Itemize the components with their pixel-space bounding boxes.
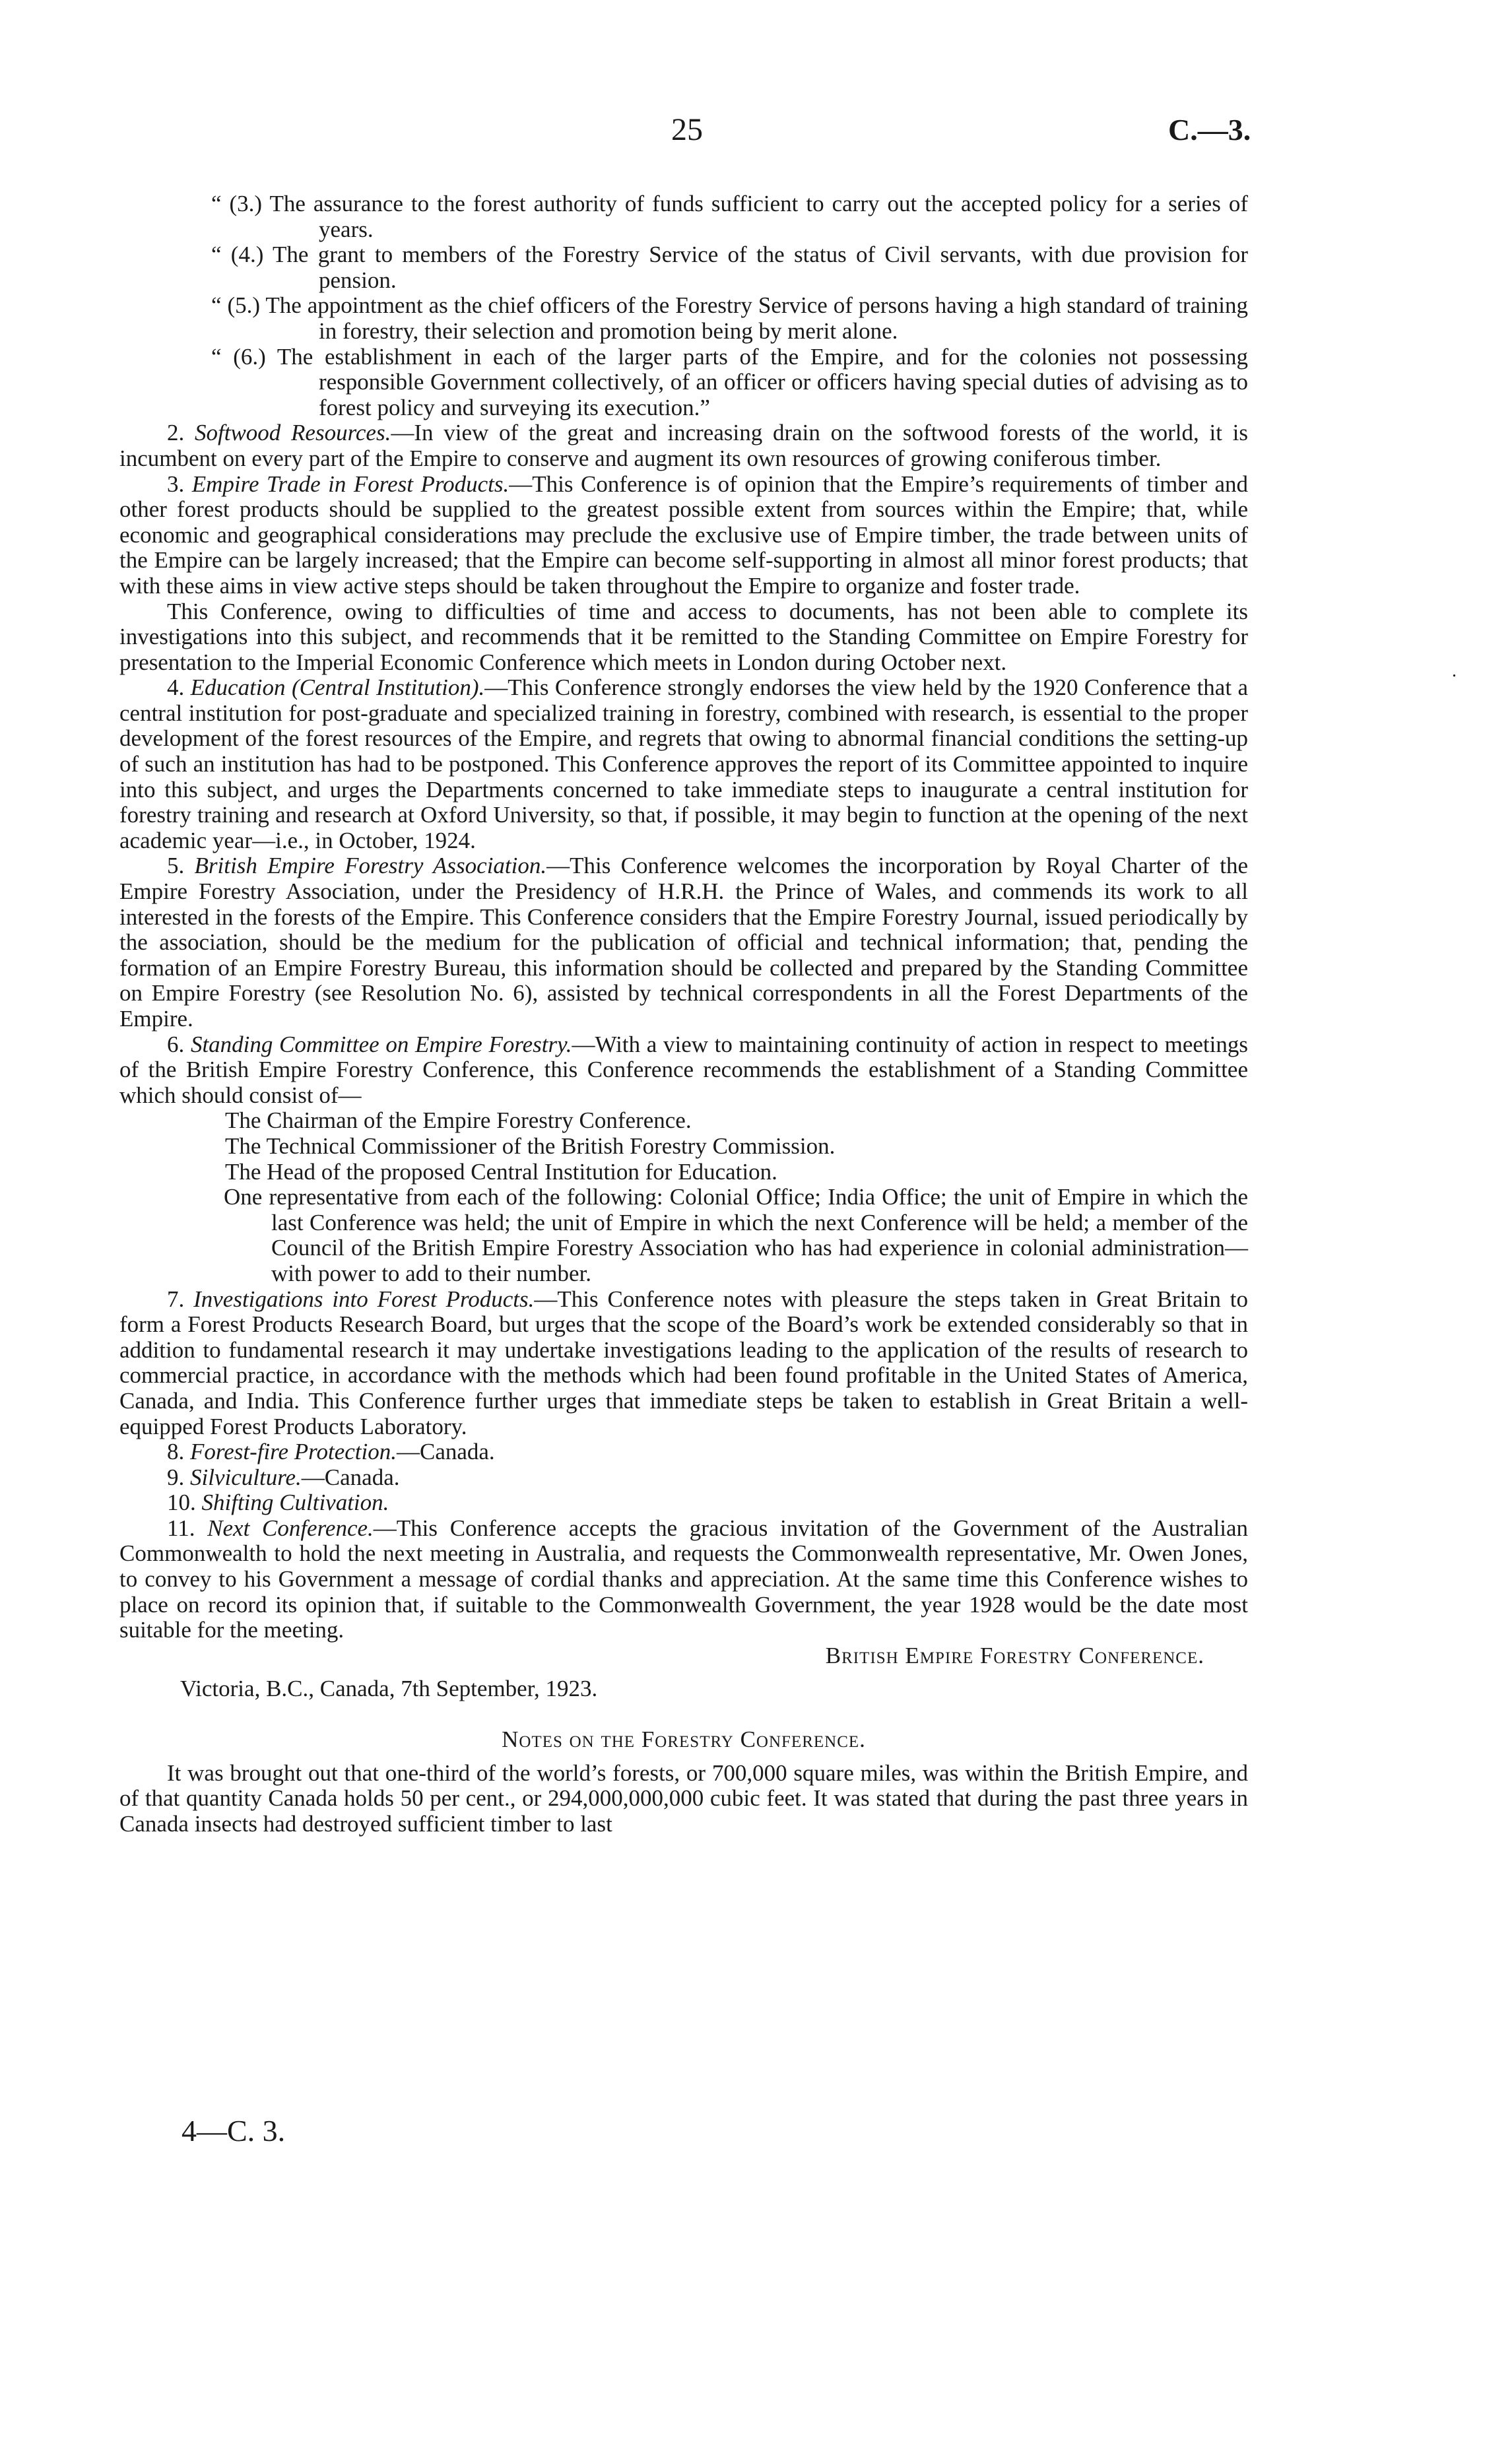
committee-member: The Chairman of the Empire Forestry Conference. (225, 1107, 692, 1134)
footer-reference: 4—C. 3. (181, 2114, 286, 2148)
resolution-2: 2. Softwood Resources.—In view of the great and increasing drain on the softwood forests of the world, it is incumbent on every part of the Empire to conserve and augment its own resources of growing coniferous timber. (119, 420, 1249, 471)
signature: British Empire Forestry Conference. (825, 1642, 1204, 1668)
resolution-title: Investigations into Forest Products. (193, 1286, 535, 1312)
page-body (119, 191, 1248, 1837)
notes-paragraph: It was brought out that one-third of the world’s forests, or 700,000 square miles, was within the British Empire, and of that quantity Canada holds 50 per cent., or 294,000,000,000 cubic feet. It was stated that during the past three years in Canada insects had destroyed sufficient timber to last (119, 1759, 1248, 1837)
place-date: Victoria, B.C., Canada, 7th September, 1923. (180, 1676, 598, 1702)
resolution-title: Silviculture. (190, 1464, 302, 1490)
intro-item: “ (4.) The grant to members of the Forestry Service of the status of Civil servants, with due provision for pension. (211, 242, 1248, 293)
resolution-11: 11. Next Conference.—This Conference accepts the gracious invitation of the Government of the Australian Commonwealth to hold the next meeting in Australia, and requests the Commonwealth representative, Mr. Owen Jones, to convey to his Government a message of cordial thanks and appreciation. At the same time this Conference wishes to place on record its opinion that, if suitable to the Commonwealth Government, the year 1928 would be the date most suitable for the meeting. (119, 1515, 1249, 1643)
resolution-3: 3. Empire Trade in Forest Products.—This Conference is of opinion that the Empire’s requirements of timber and other forest products should be supplied to the greatest possible extent from sources within the Empire; that, while economic and geographical considerations may preclude the exclusive use of Empire timber, the trade between units of the Empire can be largely increased; that the Empire can become self-supporting in almost all minor forest products; that with these aims in view active steps should be taken throughout the Empire to organize and foster trade. (119, 471, 1249, 599)
resolution-7: 7. Investigations into Forest Products.—This Conference notes with pleasure the steps taken in Great Britain to form a Forest Products Research Board, but urges that the scope of the Board’s work be extended considerably so that in addition to fundamental research it may undertake investigations leading to the application of the results of research to commercial practice, in accordance with the methods which had been found profitable in the United States of America, Canada, and India. This Conference further urges that immediate steps be taken to establish in Great Britain a well-equipped Forest Products Laboratory. (119, 1286, 1248, 1439)
resolution-title: Empire Trade in Forest Products. (191, 471, 509, 497)
intro-item: “ (3.) The assurance to the forest authority of funds sufficient to carry out the accepted policy for a series of years. (211, 191, 1248, 242)
resolution-title: Standing Committee on Empire Forestry. (190, 1031, 572, 1057)
margin-mark: . (1452, 661, 1457, 681)
committee-member: The Technical Commissioner of the British Forestry Commission. (225, 1133, 836, 1159)
resolution-title: Softwood Resources. (195, 420, 391, 446)
resolution-3-continued: This Conference, owing to difficulties of time and access to documents, has not been able to complete its investigations into this subject, and recommends that it be remitted to the Standing Committee on Empire Forestry for presentation to the Imperial Economic Conference which meets in London during October next. (119, 598, 1248, 675)
intro-item: “ (5.) The appointment as the chief officers of the Forestry Service of persons having a high standard of training in forestry, their selection and promotion being by merit alone. (211, 292, 1248, 344)
resolution-title: Education (Central Institution). (190, 674, 485, 701)
page-header (0, 112, 1512, 157)
resolution-10: 10. Shifting Cultivation. (167, 1490, 389, 1516)
resolution-5: 5. British Empire Forestry Association.—This Conference welcomes the incorporation by Royal Charter of the Empire Forestry Association, under the Presidency of H.R.H. the Prince of Wales, and commends its work to all interested in the forests of the Empire. This Conference considers that the Empire Forestry Journal, issued periodically by the association, should be the medium for the publication of official and technical information; that, pending the formation of an Empire Forestry Bureau, this information should be collected and prepared by the Standing Committee on Empire Forestry (see Resolution No. 6), assisted by technical correspondents in all the Forest Departments of the Empire. (119, 853, 1249, 1032)
resolution-title: Next Conference. (207, 1515, 374, 1541)
resolution-9: 9. Silviculture.—Canada. (167, 1464, 400, 1490)
page-number: 25 (671, 112, 703, 147)
resolution-6: 6. Standing Committee on Empire Forestry.—With a view to maintaining continuity of action in respect to meetings of the British Empire Forestry Conference, this Conference recommends the establishment of a Standing Committee which should consist of— (119, 1031, 1249, 1108)
document-reference: C.—3. (1168, 113, 1251, 147)
resolution-8: 8. Forest-fire Protection.—Canada. (167, 1439, 495, 1465)
resolution-4: 4. Education (Central Institution).—This Conference strongly endorses the view held by the 1920 Conference that a central institution for post-graduate and specialized training in forestry, combined with research, is essential to the proper development of the forest resources of the Empire, and regrets that owing to abnormal financial conditions the setting-up of such an institution has had to be postponed. This Conference approves the report of its Committee appointed to inquire into this subject, and urges the Departments concerned to take immediate steps to inaugurate a central institution for forestry training and research at Oxford University, so that, if possible, it may begin to function at the opening of the next academic year—i.e., in October, 1924. (119, 674, 1248, 853)
resolution-title: British Empire Forestry Association. (194, 853, 547, 879)
intro-item: “ (6.) The establishment in each of the larger parts of the Empire, and for the colonies not possessing responsible Government collectively, of an officer or officers having special duties of advising as to forest policy and surveying its execution.” (211, 343, 1248, 420)
resolution-title: Forest-fire Protection. (190, 1439, 397, 1465)
notes-heading: Notes on the Forestry Conference. (502, 1726, 866, 1753)
resolution-title: Shifting Cultivation. (201, 1490, 389, 1516)
committee-member: The Head of the proposed Central Institution for Education. (225, 1158, 777, 1185)
committee-member: One representative from each of the following: Colonial Office; India Office; the unit of Empire in which the last Conference was held; the unit of Empire in which the next Conference will be held; a member of the Council of the British Empire Forestry Association who has had experience in colonial administration—with power to add to their number. (224, 1184, 1248, 1286)
